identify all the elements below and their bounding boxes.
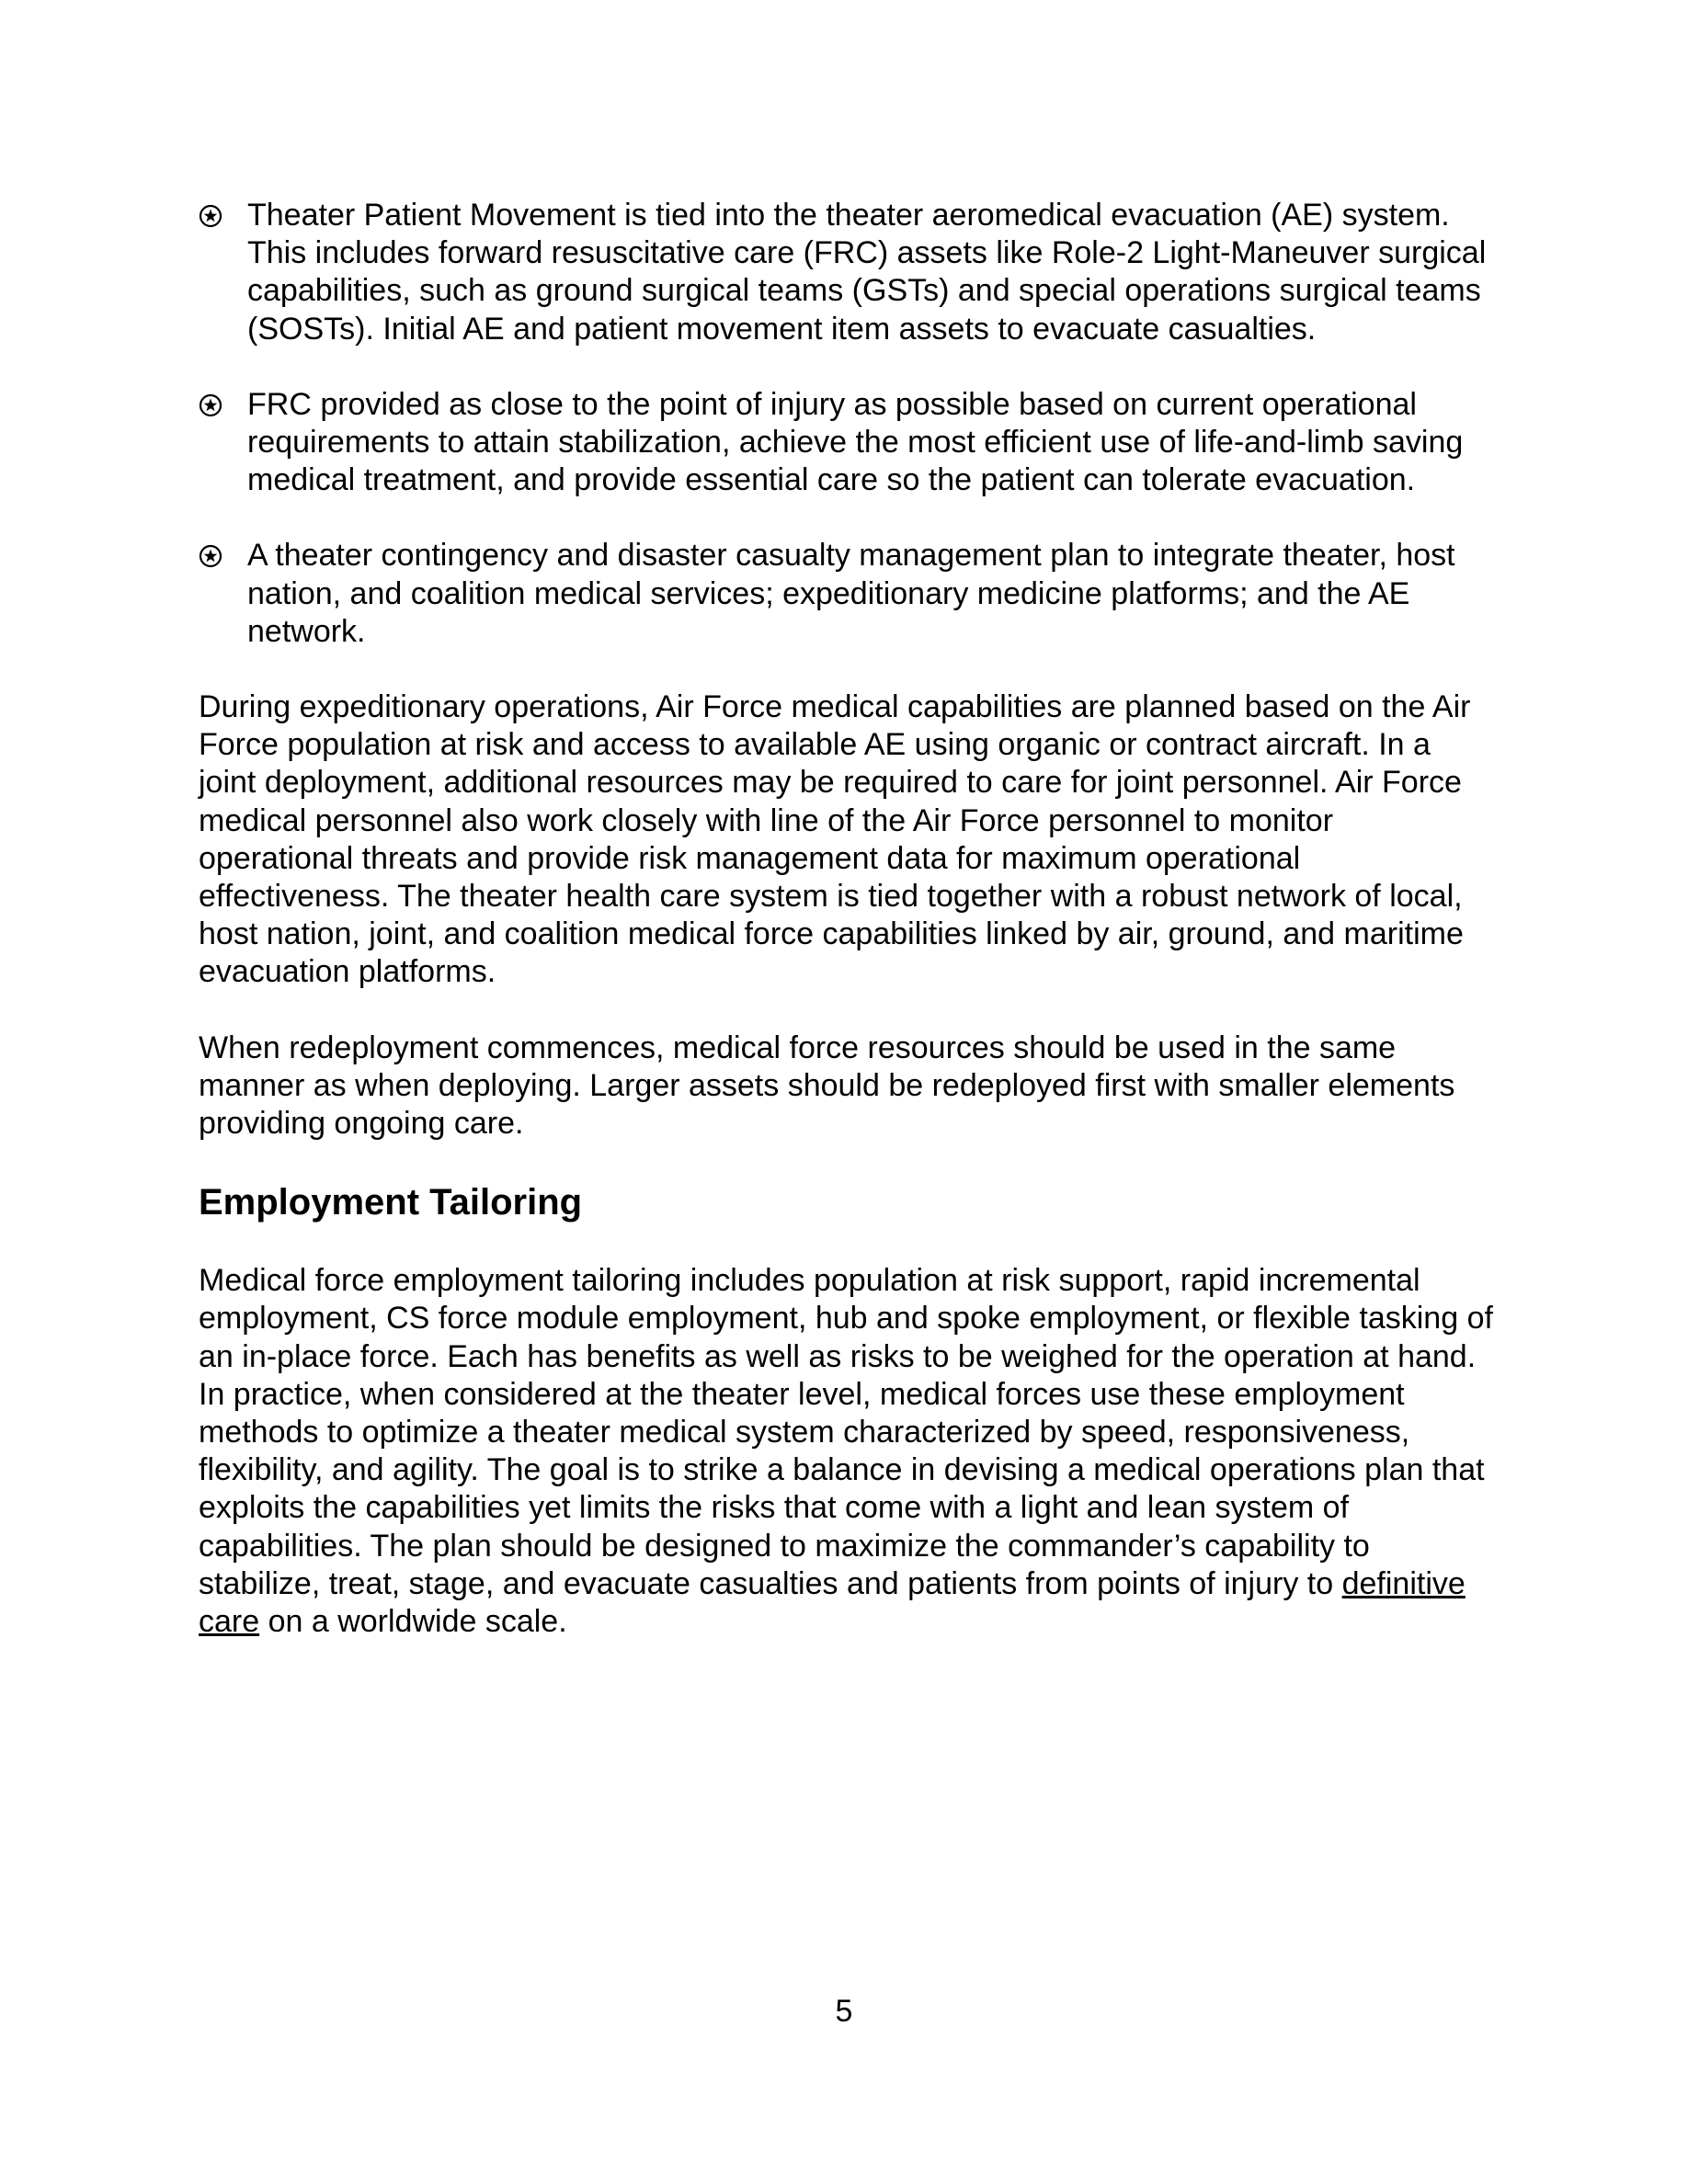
section-heading: Employment Tailoring	[199, 1182, 583, 1223]
bullet-text: Theater Patient Movement is tied into the theater aeromedical evacuation (AE) system. This includes forward resuscitative care (FRC) assets like Role-2 Light-Maneuver surgical capabilities, such as ground surgical teams (GSTs) and special operations surgical teams (SOSTs). Initial AE and patient movement item assets to evacuate casualties.	[247, 198, 1487, 347]
star-in-circle-icon	[199, 204, 222, 228]
page-number: 5	[835, 1994, 853, 2029]
body-text: on a worldwide scale.	[259, 1604, 567, 1640]
bullet-list	[199, 197, 1495, 651]
paragraph-redeployment: When redeployment commences, medical force resources should be used in the same manner as when deploying. Larger assets should be redeployed first with smaller elements providing ongoing care.	[199, 1029, 1455, 1142]
star-in-circle-icon	[199, 544, 222, 568]
paragraph-employment-tailoring	[199, 1262, 1495, 1641]
bullet-text: FRC provided as close to the point of injury as possible based on current operational requirements to attain stabilization, achieve the most efficient use of life-and-limb saving medical treatment, and provide essential care so the patient can tolerate evacuation.	[247, 386, 1464, 498]
list-item	[199, 386, 1495, 500]
body-text: Medical force employment tailoring includes population at risk support, rapid incremental employment, CS force module employment, hub and spoke employment, or flexible tasking of an in-place force. Each has benefits as well as risks to be weighed for the operation at hand. In practice, when considered at the theater level, medical forces use these employment methods to optimize a theater medical system characterized by speed, responsiveness, flexibility, and agility. The goal is to strike a balance in devising a medical operations plan that exploits the capabilities yet limits the risks that come with a light and lean system of capabilities. The plan should be designed to maximize the commander’s capability to stabilize, treat, stage, and evacuate casualties and patients from points of injury to	[199, 1263, 1493, 1601]
list-item	[199, 537, 1495, 651]
star-in-circle-icon	[199, 393, 222, 417]
list-item	[199, 197, 1495, 348]
definitive-care-link[interactable]: definitive care	[199, 1565, 1466, 1640]
bullet-text: A theater contingency and disaster casualty management plan to integrate theater, host nation, and coalition medical services; expeditionary medicine platforms; and the AE network.	[247, 538, 1455, 649]
paragraph-expeditionary-operations: During expeditionary operations, Air Force medical capabilities are planned based on the Air Force population at risk and access to available AE using organic or contract aircraft. In a joint deployment, additional resources may be required to care for joint personnel. Air Force medical personnel also work closely with line of the Air Force personnel to monitor operational threats and provide risk management data for maximum operational effectiveness. The theater health care system is tied together with a robust network of local, host nation, joint, and coalition medical force capabilities linked by air, ground, and maritime evacuation platforms.	[199, 689, 1471, 990]
page-content	[199, 197, 1495, 1678]
